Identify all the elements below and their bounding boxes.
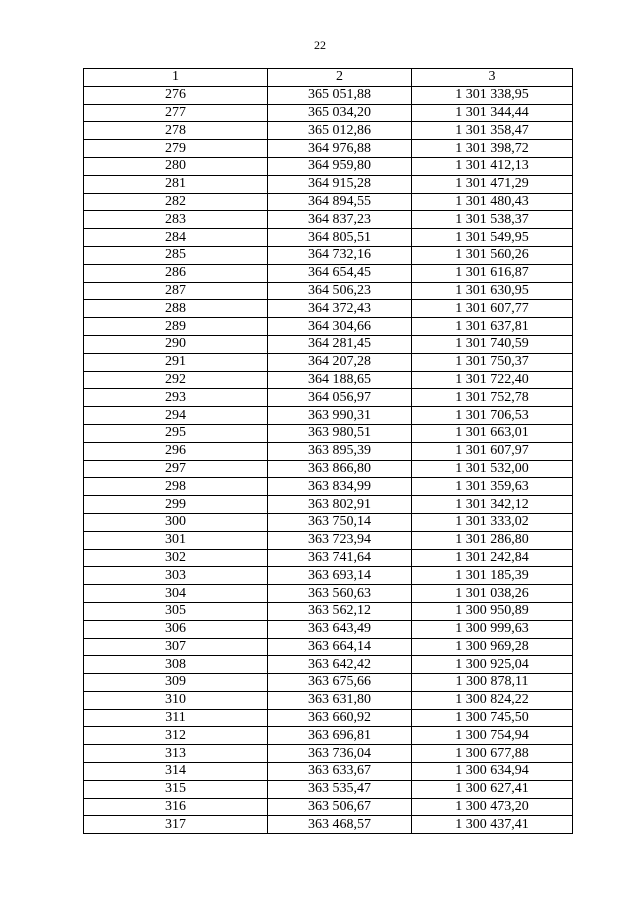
y-coordinate-cell: 1 301 752,78: [412, 389, 573, 407]
table-row: [84, 389, 573, 407]
table-row: [84, 335, 573, 353]
table-row: [84, 496, 573, 514]
x-coordinate-cell: 364 959,80: [268, 157, 412, 175]
y-coordinate-cell: 1 301 358,47: [412, 122, 573, 140]
table-row: [84, 157, 573, 175]
y-coordinate-cell: 1 300 634,94: [412, 763, 573, 781]
y-coordinate-cell: 1 300 950,89: [412, 602, 573, 620]
x-coordinate-cell: 363 643,49: [268, 620, 412, 638]
point-number-cell: 288: [84, 300, 268, 318]
y-coordinate-cell: 1 301 538,37: [412, 211, 573, 229]
table-row: [84, 122, 573, 140]
x-coordinate-cell: 363 664,14: [268, 638, 412, 656]
x-coordinate-cell: 363 802,91: [268, 496, 412, 514]
x-coordinate-cell: 364 304,66: [268, 318, 412, 336]
table-row: [84, 709, 573, 727]
table-body: [84, 86, 573, 833]
x-coordinate-cell: 363 560,63: [268, 585, 412, 603]
table-row: [84, 193, 573, 211]
x-coordinate-cell: 363 990,31: [268, 407, 412, 425]
y-coordinate-cell: 1 301 185,39: [412, 567, 573, 585]
point-number-cell: 302: [84, 549, 268, 567]
table-row: [84, 674, 573, 692]
point-number-cell: 312: [84, 727, 268, 745]
table-row: [84, 407, 573, 425]
x-coordinate-cell: 363 468,57: [268, 816, 412, 834]
point-number-cell: 306: [84, 620, 268, 638]
point-number-cell: 282: [84, 193, 268, 211]
x-coordinate-cell: 363 642,42: [268, 656, 412, 674]
x-coordinate-cell: 365 012,86: [268, 122, 412, 140]
coordinates-table: [83, 68, 573, 834]
point-number-cell: 292: [84, 371, 268, 389]
y-coordinate-cell: 1 301 038,26: [412, 585, 573, 603]
column-header-2: 2: [268, 69, 412, 87]
table-row: [84, 763, 573, 781]
table-row: [84, 638, 573, 656]
y-coordinate-cell: 1 301 607,97: [412, 442, 573, 460]
x-coordinate-cell: 364 281,45: [268, 335, 412, 353]
x-coordinate-cell: 364 915,28: [268, 175, 412, 193]
y-coordinate-cell: 1 301 722,40: [412, 371, 573, 389]
y-coordinate-cell: 1 300 437,41: [412, 816, 573, 834]
y-coordinate-cell: 1 301 342,12: [412, 496, 573, 514]
table-row: [84, 656, 573, 674]
y-coordinate-cell: 1 301 286,80: [412, 531, 573, 549]
y-coordinate-cell: 1 301 607,77: [412, 300, 573, 318]
x-coordinate-cell: 363 506,67: [268, 798, 412, 816]
x-coordinate-cell: 364 056,97: [268, 389, 412, 407]
table-row: [84, 300, 573, 318]
x-coordinate-cell: 363 736,04: [268, 745, 412, 763]
table-row: [84, 620, 573, 638]
table-row: [84, 140, 573, 158]
y-coordinate-cell: 1 301 630,95: [412, 282, 573, 300]
point-number-cell: 298: [84, 478, 268, 496]
table-row: [84, 780, 573, 798]
table-row: [84, 86, 573, 104]
table-row: [84, 567, 573, 585]
point-number-cell: 313: [84, 745, 268, 763]
table-row: [84, 246, 573, 264]
table-row: [84, 442, 573, 460]
y-coordinate-cell: 1 300 824,22: [412, 691, 573, 709]
point-number-cell: 305: [84, 602, 268, 620]
point-number-cell: 297: [84, 460, 268, 478]
point-number-cell: 295: [84, 424, 268, 442]
x-coordinate-cell: 364 732,16: [268, 246, 412, 264]
x-coordinate-cell: 363 750,14: [268, 513, 412, 531]
point-number-cell: 283: [84, 211, 268, 229]
point-number-cell: 291: [84, 353, 268, 371]
point-number-cell: 310: [84, 691, 268, 709]
point-number-cell: 296: [84, 442, 268, 460]
table-row: [84, 282, 573, 300]
table-row: [84, 229, 573, 247]
x-coordinate-cell: 364 506,23: [268, 282, 412, 300]
point-number-cell: 280: [84, 157, 268, 175]
y-coordinate-cell: 1 300 754,94: [412, 727, 573, 745]
y-coordinate-cell: 1 301 740,59: [412, 335, 573, 353]
column-header-1: 1: [84, 69, 268, 87]
point-number-cell: 304: [84, 585, 268, 603]
x-coordinate-cell: 363 631,80: [268, 691, 412, 709]
table-row: [84, 104, 573, 122]
point-number-cell: 285: [84, 246, 268, 264]
y-coordinate-cell: 1 301 560,26: [412, 246, 573, 264]
x-coordinate-cell: 364 372,43: [268, 300, 412, 318]
y-coordinate-cell: 1 300 677,88: [412, 745, 573, 763]
x-coordinate-cell: 363 633,67: [268, 763, 412, 781]
table-row: [84, 513, 573, 531]
x-coordinate-cell: 363 895,39: [268, 442, 412, 460]
x-coordinate-cell: 363 696,81: [268, 727, 412, 745]
x-coordinate-cell: 364 805,51: [268, 229, 412, 247]
table-row: [84, 816, 573, 834]
x-coordinate-cell: 363 980,51: [268, 424, 412, 442]
point-number-cell: 308: [84, 656, 268, 674]
point-number-cell: 287: [84, 282, 268, 300]
x-coordinate-cell: 363 866,80: [268, 460, 412, 478]
y-coordinate-cell: 1 300 473,20: [412, 798, 573, 816]
point-number-cell: 311: [84, 709, 268, 727]
y-coordinate-cell: 1 301 333,02: [412, 513, 573, 531]
y-coordinate-cell: 1 301 616,87: [412, 264, 573, 282]
point-number-cell: 281: [84, 175, 268, 193]
y-coordinate-cell: 1 301 344,44: [412, 104, 573, 122]
y-coordinate-cell: 1 301 750,37: [412, 353, 573, 371]
x-coordinate-cell: 363 660,92: [268, 709, 412, 727]
y-coordinate-cell: 1 300 969,28: [412, 638, 573, 656]
point-number-cell: 317: [84, 816, 268, 834]
y-coordinate-cell: 1 300 878,11: [412, 674, 573, 692]
column-header-3: 3: [412, 69, 573, 87]
x-coordinate-cell: 363 693,14: [268, 567, 412, 585]
y-coordinate-cell: 1 300 999,63: [412, 620, 573, 638]
x-coordinate-cell: 363 723,94: [268, 531, 412, 549]
point-number-cell: 301: [84, 531, 268, 549]
y-coordinate-cell: 1 301 471,29: [412, 175, 573, 193]
y-coordinate-cell: 1 301 398,72: [412, 140, 573, 158]
x-coordinate-cell: 364 837,23: [268, 211, 412, 229]
y-coordinate-cell: 1 301 412,13: [412, 157, 573, 175]
x-coordinate-cell: 364 188,65: [268, 371, 412, 389]
y-coordinate-cell: 1 300 745,50: [412, 709, 573, 727]
point-number-cell: 307: [84, 638, 268, 656]
table-row: [84, 478, 573, 496]
table-row: [84, 585, 573, 603]
point-number-cell: 315: [84, 780, 268, 798]
y-coordinate-cell: 1 301 663,01: [412, 424, 573, 442]
point-number-cell: 278: [84, 122, 268, 140]
point-number-cell: 316: [84, 798, 268, 816]
point-number-cell: 314: [84, 763, 268, 781]
y-coordinate-cell: 1 301 532,00: [412, 460, 573, 478]
x-coordinate-cell: 364 976,88: [268, 140, 412, 158]
table-row: [84, 264, 573, 282]
x-coordinate-cell: 363 741,64: [268, 549, 412, 567]
x-coordinate-cell: 363 675,66: [268, 674, 412, 692]
table-row: [84, 531, 573, 549]
y-coordinate-cell: 1 301 480,43: [412, 193, 573, 211]
y-coordinate-cell: 1 300 925,04: [412, 656, 573, 674]
x-coordinate-cell: 364 654,45: [268, 264, 412, 282]
y-coordinate-cell: 1 301 706,53: [412, 407, 573, 425]
table-row: [84, 549, 573, 567]
x-coordinate-cell: 364 894,55: [268, 193, 412, 211]
point-number-cell: 277: [84, 104, 268, 122]
table-row: [84, 371, 573, 389]
y-coordinate-cell: 1 301 637,81: [412, 318, 573, 336]
point-number-cell: 290: [84, 335, 268, 353]
point-number-cell: 276: [84, 86, 268, 104]
point-number-cell: 299: [84, 496, 268, 514]
table-row: [84, 211, 573, 229]
table-row: [84, 798, 573, 816]
x-coordinate-cell: 365 051,88: [268, 86, 412, 104]
point-number-cell: 293: [84, 389, 268, 407]
page-number: 22: [314, 38, 326, 52]
table-row: [84, 602, 573, 620]
y-coordinate-cell: 1 300 627,41: [412, 780, 573, 798]
x-coordinate-cell: 365 034,20: [268, 104, 412, 122]
y-coordinate-cell: 1 301 242,84: [412, 549, 573, 567]
point-number-cell: 286: [84, 264, 268, 282]
point-number-cell: 294: [84, 407, 268, 425]
table-header-row: [84, 69, 573, 87]
x-coordinate-cell: 363 562,12: [268, 602, 412, 620]
table-row: [84, 460, 573, 478]
table-row: [84, 424, 573, 442]
y-coordinate-cell: 1 301 549,95: [412, 229, 573, 247]
point-number-cell: 303: [84, 567, 268, 585]
y-coordinate-cell: 1 301 338,95: [412, 86, 573, 104]
point-number-cell: 309: [84, 674, 268, 692]
x-coordinate-cell: 363 834,99: [268, 478, 412, 496]
table-row: [84, 353, 573, 371]
table-row: [84, 727, 573, 745]
x-coordinate-cell: 363 535,47: [268, 780, 412, 798]
x-coordinate-cell: 364 207,28: [268, 353, 412, 371]
table-row: [84, 745, 573, 763]
point-number-cell: 279: [84, 140, 268, 158]
point-number-cell: 284: [84, 229, 268, 247]
table-row: [84, 318, 573, 336]
y-coordinate-cell: 1 301 359,63: [412, 478, 573, 496]
table-row: [84, 691, 573, 709]
point-number-cell: 289: [84, 318, 268, 336]
table-row: [84, 175, 573, 193]
point-number-cell: 300: [84, 513, 268, 531]
